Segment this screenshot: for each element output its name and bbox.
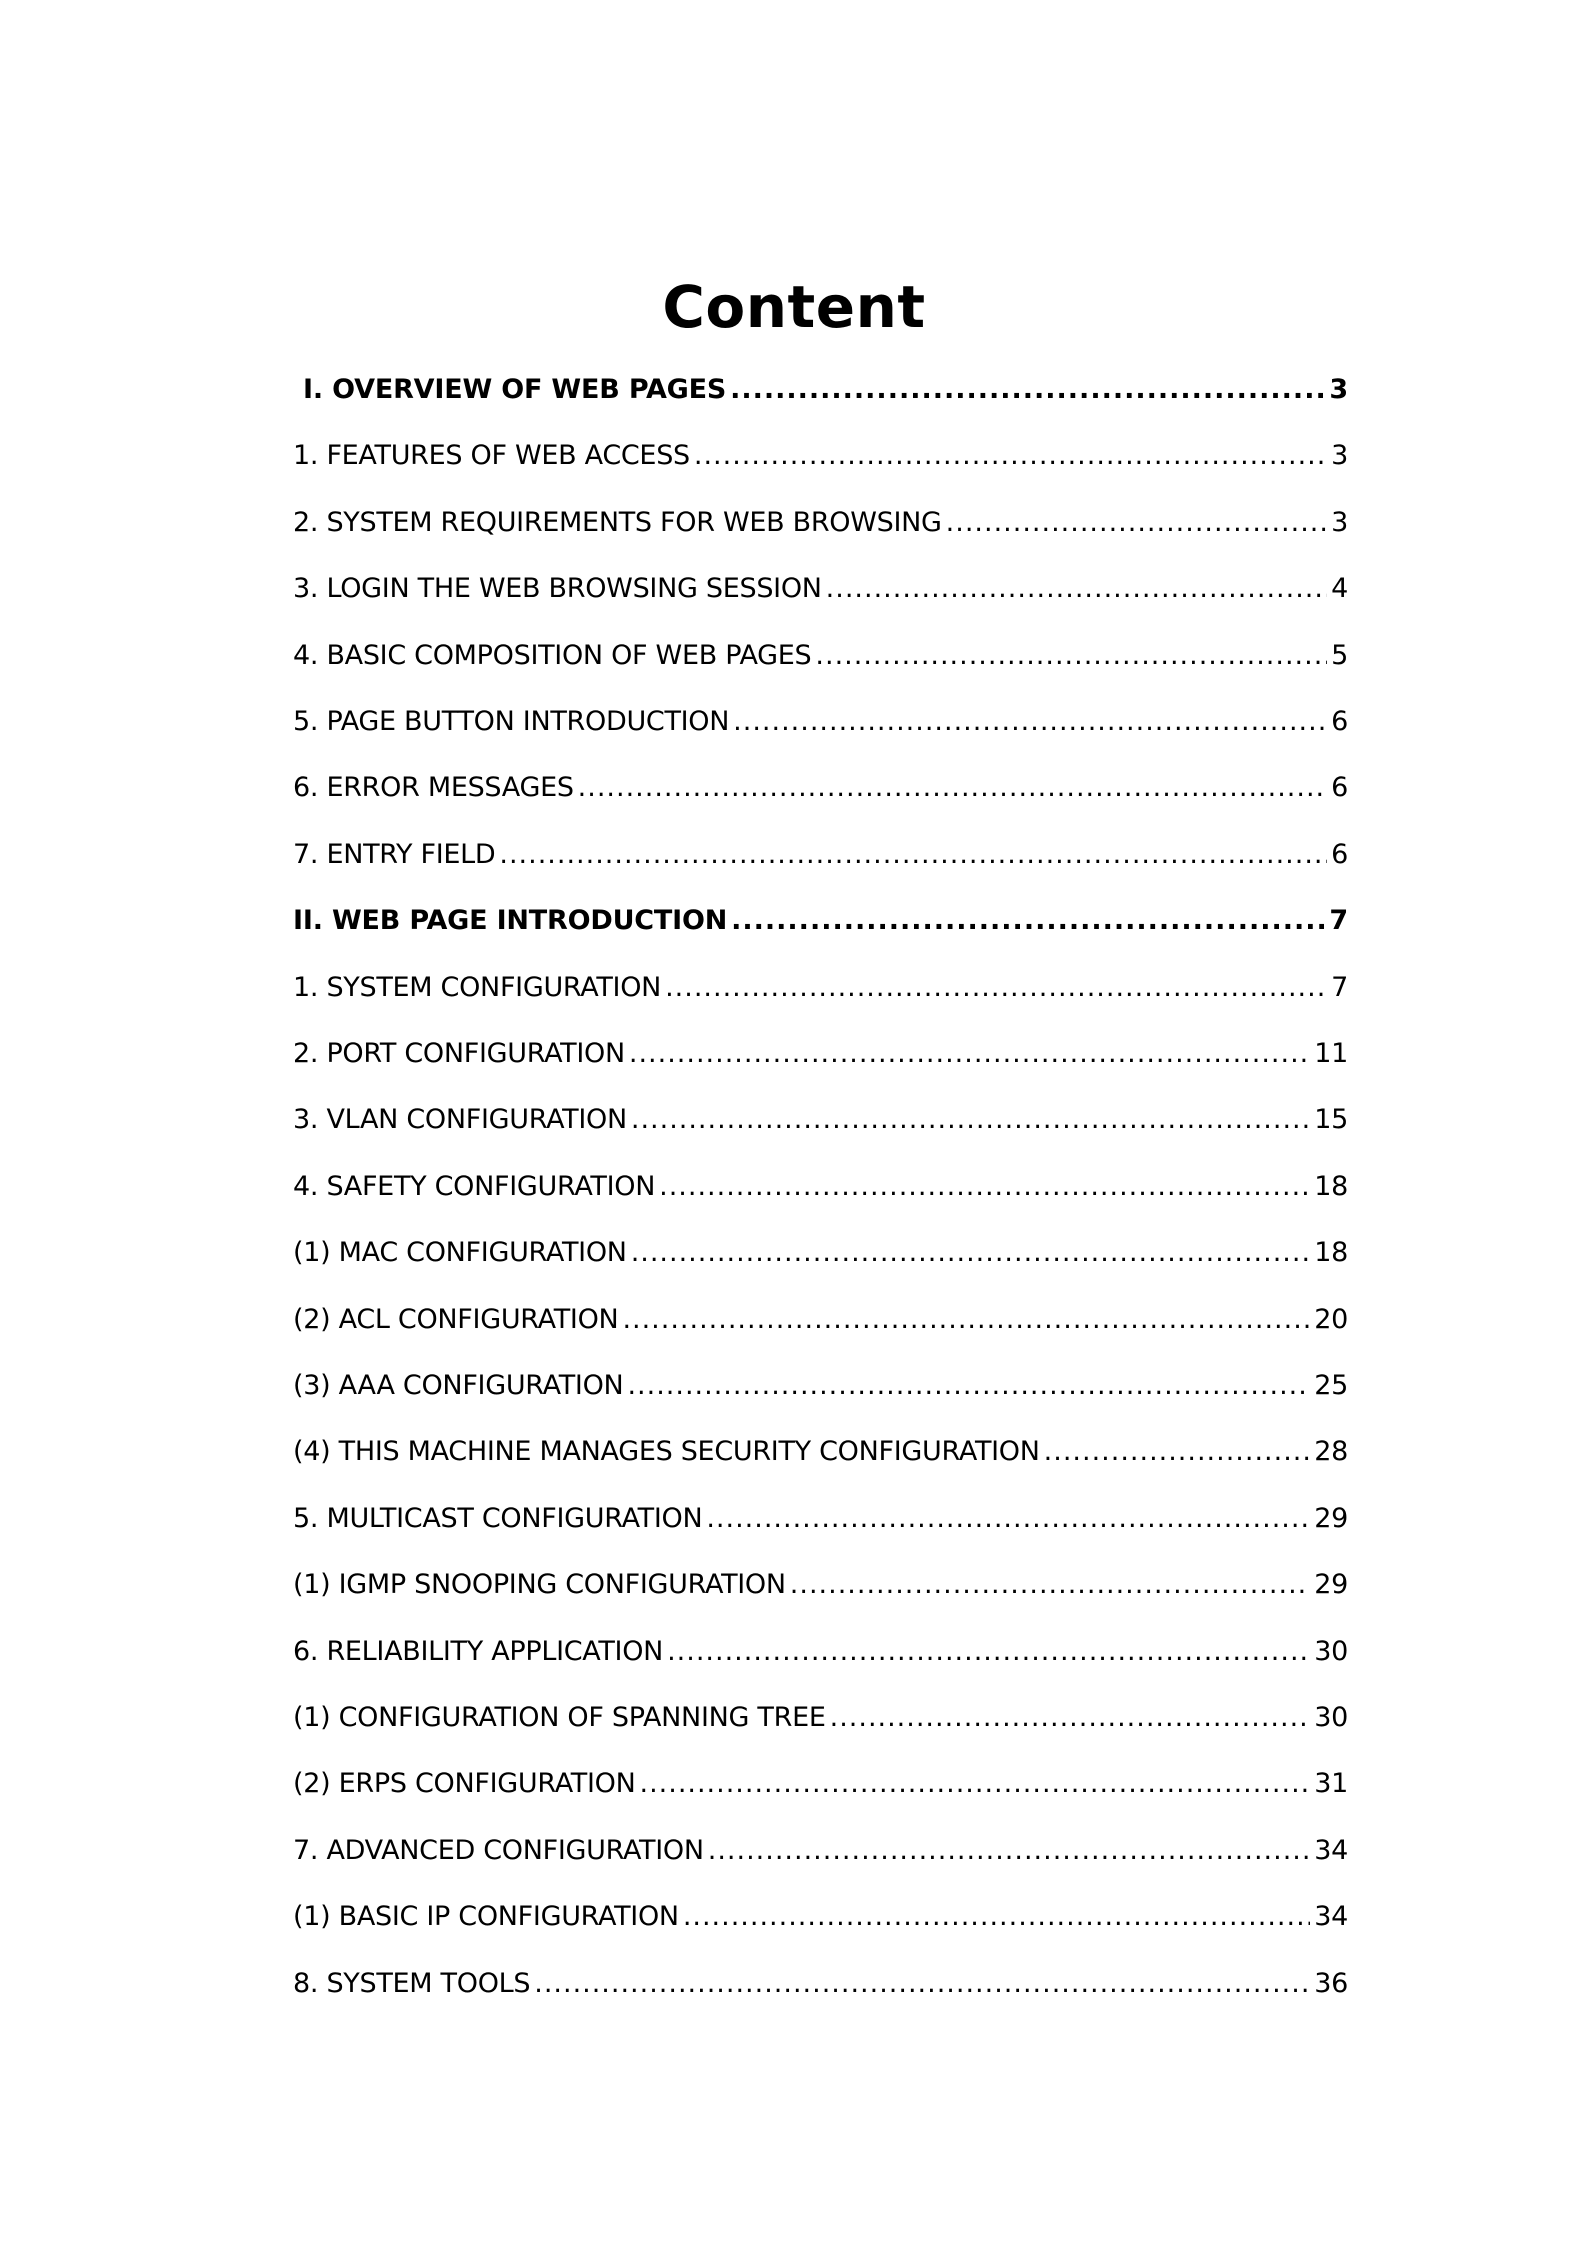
toc-entry[interactable] — [293, 1300, 1348, 1340]
toc-entry[interactable] — [293, 1565, 1348, 1605]
toc-entry[interactable] — [293, 636, 1348, 676]
toc-dot-leader — [826, 569, 1327, 609]
toc-entry-label: (1) MAC CONFIGURATION — [293, 1237, 627, 1268]
toc-entry[interactable] — [293, 569, 1348, 609]
toc-entry[interactable] — [293, 503, 1348, 543]
toc-entry[interactable] — [303, 370, 1348, 410]
toc-entry[interactable] — [293, 835, 1348, 875]
toc-dot-leader — [534, 1964, 1310, 2004]
toc-entry-label: 3. VLAN CONFIGURATION — [293, 1104, 627, 1135]
toc-entry-page-number: 11 — [1314, 1038, 1348, 1069]
toc-entry[interactable] — [293, 1964, 1348, 2004]
toc-dot-leader — [830, 1698, 1311, 1738]
toc-entry-label: 6. ERROR MESSAGES — [293, 772, 574, 803]
toc-dot-leader — [706, 1499, 1310, 1539]
toc-entry-label: 6. RELIABILITY APPLICATION — [293, 1636, 664, 1667]
toc-dot-leader — [629, 1034, 1310, 1074]
toc-entry-page-number: 25 — [1314, 1370, 1348, 1401]
toc-entry[interactable] — [293, 1233, 1348, 1273]
toc-entry-page-number: 6 — [1331, 772, 1348, 803]
toc-entry-label: I. OVERVIEW OF WEB PAGES — [303, 374, 727, 405]
toc-entry-page-number: 20 — [1314, 1304, 1348, 1335]
toc-entry[interactable] — [293, 1366, 1348, 1406]
toc-entry-page-number: 7 — [1329, 905, 1348, 936]
toc-entry[interactable] — [293, 768, 1348, 808]
toc-entry-page-number: 15 — [1314, 1104, 1348, 1135]
toc-entry[interactable] — [293, 702, 1348, 742]
toc-entry-label: (1) IGMP SNOOPING CONFIGURATION — [293, 1569, 786, 1600]
toc-dot-leader — [790, 1565, 1310, 1605]
toc-entry-page-number: 18 — [1314, 1171, 1348, 1202]
toc-entry-page-number: 3 — [1331, 440, 1348, 471]
toc-entry[interactable] — [293, 1897, 1348, 1937]
toc-entry-page-number: 6 — [1331, 839, 1348, 870]
toc-entry-label: 2. SYSTEM REQUIREMENTS FOR WEB BROWSING — [293, 507, 942, 538]
toc-entry-label: 4. SAFETY CONFIGURATION — [293, 1171, 656, 1202]
toc-dot-leader — [499, 835, 1327, 875]
toc-dot-leader — [631, 1233, 1311, 1273]
toc-entry-label: 7. ADVANCED CONFIGURATION — [293, 1835, 704, 1866]
toc-dot-leader — [631, 1100, 1310, 1140]
toc-entry-page-number: 18 — [1314, 1237, 1348, 1268]
toc-entry-page-number: 30 — [1314, 1636, 1348, 1667]
toc-entry[interactable] — [293, 1632, 1348, 1672]
toc-entry-page-number: 5 — [1331, 640, 1348, 671]
toc-entry-page-number: 29 — [1314, 1503, 1348, 1534]
toc-dot-leader — [659, 1167, 1310, 1207]
toc-entry-page-number: 3 — [1331, 507, 1348, 538]
toc-entry[interactable] — [293, 1432, 1348, 1472]
toc-dot-leader — [665, 968, 1327, 1008]
toc-dot-leader — [1044, 1432, 1311, 1472]
toc-entry-page-number: 34 — [1314, 1901, 1348, 1932]
toc-dot-leader — [731, 901, 1325, 941]
toc-entry-label: (1) CONFIGURATION OF SPANNING TREE — [293, 1702, 826, 1733]
toc-entry-label: 1. SYSTEM CONFIGURATION — [293, 972, 662, 1003]
toc-dot-leader — [708, 1831, 1310, 1871]
toc-entry-page-number: 28 — [1314, 1436, 1348, 1467]
toc-entry-page-number: 36 — [1314, 1968, 1348, 1999]
toc-entry[interactable] — [293, 901, 1348, 941]
toc-entry[interactable] — [293, 1764, 1348, 1804]
toc-entry[interactable] — [293, 1167, 1348, 1207]
toc-dot-leader — [683, 1897, 1310, 1937]
toc-entry-label: II. WEB PAGE INTRODUCTION — [293, 905, 728, 936]
toc-dot-leader — [946, 503, 1327, 543]
toc-entry-page-number: 7 — [1331, 972, 1348, 1003]
page-title: Content — [662, 273, 926, 341]
toc-entry-page-number: 29 — [1314, 1569, 1348, 1600]
toc-entry-page-number: 4 — [1331, 573, 1348, 604]
toc-entry-page-number: 34 — [1314, 1835, 1348, 1866]
toc-dot-leader — [730, 370, 1325, 410]
toc-entry-label: (2) ERPS CONFIGURATION — [293, 1768, 636, 1799]
toc-entry-page-number: 6 — [1331, 706, 1348, 737]
toc-entry[interactable] — [293, 436, 1348, 476]
toc-entry-label: 2. PORT CONFIGURATION — [293, 1038, 625, 1069]
toc-dot-leader — [667, 1632, 1310, 1672]
toc-entry-page-number: 3 — [1329, 374, 1348, 405]
toc-entry-label: (4) THIS MACHINE MANAGES SECURITY CONFIGURATION — [293, 1436, 1040, 1467]
toc-entry-page-number: 30 — [1314, 1702, 1348, 1733]
toc-entry[interactable] — [293, 968, 1348, 1008]
toc-entry-label: (2) ACL CONFIGURATION — [293, 1304, 619, 1335]
toc-entry-label: 3. LOGIN THE WEB BROWSING SESSION — [293, 573, 822, 604]
toc-dot-leader — [622, 1300, 1310, 1340]
toc-dot-leader — [627, 1366, 1310, 1406]
toc-dot-leader — [639, 1764, 1310, 1804]
toc-entry[interactable] — [293, 1034, 1348, 1074]
toc-entry-label: 1. FEATURES OF WEB ACCESS — [293, 440, 690, 471]
toc-entry-label: 5. PAGE BUTTON INTRODUCTION — [293, 706, 730, 737]
toc-entry-label: 8. SYSTEM TOOLS — [293, 1968, 531, 1999]
toc-entry-label: (3) AAA CONFIGURATION — [293, 1370, 624, 1401]
toc-dot-leader — [733, 702, 1327, 742]
toc-dot-leader — [815, 636, 1327, 676]
toc-entry[interactable] — [293, 1499, 1348, 1539]
toc-entry-label: 5. MULTICAST CONFIGURATION — [293, 1503, 703, 1534]
toc-entry[interactable] — [293, 1698, 1348, 1738]
toc-dot-leader — [578, 768, 1327, 808]
toc-entry-label: (1) BASIC IP CONFIGURATION — [293, 1901, 679, 1932]
toc-entry-label: 7. ENTRY FIELD — [293, 839, 496, 870]
toc-dot-leader — [694, 436, 1327, 476]
toc-entry[interactable] — [293, 1100, 1348, 1140]
toc-entry-page-number: 31 — [1314, 1768, 1348, 1799]
toc-entry-label: 4. BASIC COMPOSITION OF WEB PAGES — [293, 640, 812, 671]
toc-entry[interactable] — [293, 1831, 1348, 1871]
